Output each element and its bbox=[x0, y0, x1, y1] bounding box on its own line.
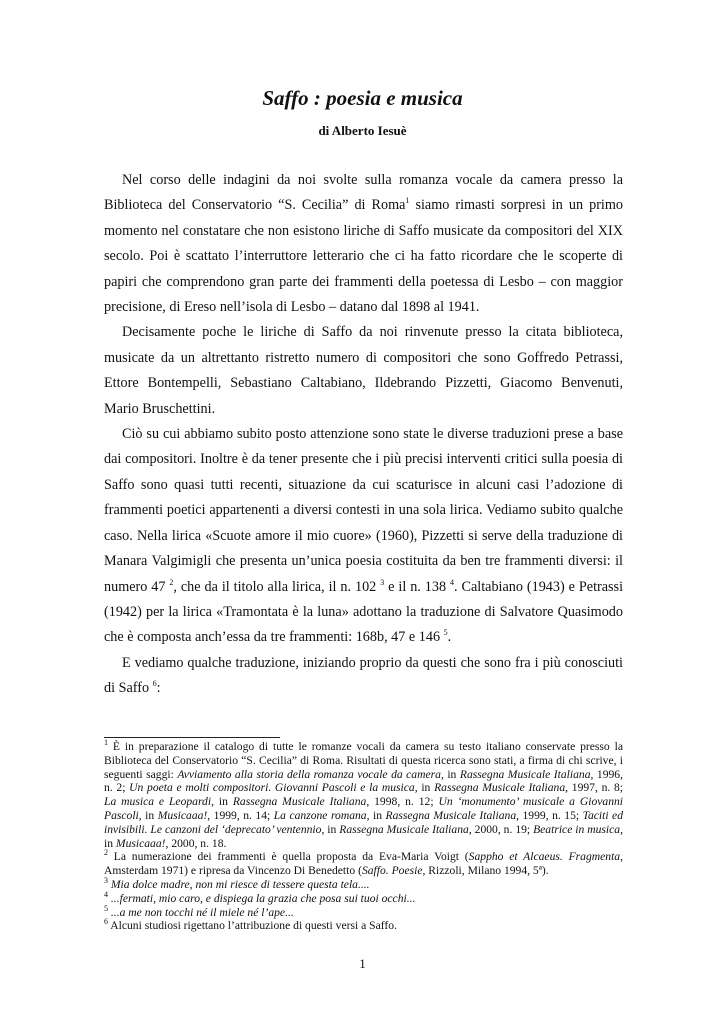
journal-title: Rassegna Musicale Italiana bbox=[459, 767, 591, 781]
footnote-1 bbox=[104, 740, 623, 850]
work-title: Un poeta e molti compositori. Giovanni Pascoli e la musica bbox=[129, 781, 415, 795]
footnote-mark: 2 bbox=[104, 848, 108, 858]
footnote-separator bbox=[104, 737, 280, 738]
footnote-text: , 1999, n. 14; bbox=[207, 808, 274, 822]
paragraph-3 bbox=[104, 422, 623, 651]
footnote-text: , in bbox=[104, 822, 624, 850]
footnote-text: , 1997, n. 8; bbox=[565, 781, 623, 795]
footnote-text: Alcuni studiosi rigettano l’attribuzione di questi versi a Saffo. bbox=[108, 919, 397, 933]
paragraph-text: E vediamo qualche traduzione, iniziando proprio da questi che sono fra i più conosciuti di Saffo bbox=[104, 654, 623, 697]
paragraph-2: Decisamente poche le liriche di Saffo da noi rinvenute presso la citata biblioteca, musicate da un altrettanto ristretto numero di compositori che sono Goffredo Petrassi, Ettore Bontempelli, Sebastiano Caltabiano, Ildebrando Pizzetti, Giacomo Benvenuti, Mario Bruschettini. bbox=[104, 324, 623, 417]
paragraph-text: Nel corso delle indagini da noi svolte sulla romanza vocale da camera presso la Biblioteca del Conservatorio “S. Cecilia” di Roma bbox=[104, 172, 623, 214]
paragraph-text: e il n. 138 bbox=[384, 578, 451, 595]
work-title: Sappho et Alcaeus. Fragmenta bbox=[468, 850, 621, 864]
article-body bbox=[104, 168, 623, 702]
journal-title: Rassegna Musicale Italiana bbox=[339, 822, 469, 836]
paragraph-text: , che da il titolo alla lirica, il n. 102 bbox=[173, 578, 381, 595]
paragraph-1 bbox=[104, 168, 623, 320]
work-title: La musica e Leopardi bbox=[104, 795, 212, 809]
footnote-text: , in bbox=[440, 767, 460, 781]
footnote-text: , 2000, n. 18. bbox=[165, 836, 227, 850]
footnote-text: ...fermati, mio caro, e dispiega la grazia che posa sui tuoi occhi... bbox=[108, 891, 416, 905]
journal-title: Rassegna Musicale Italiana bbox=[434, 781, 566, 795]
footnote-mark: 4 bbox=[104, 889, 108, 899]
paragraph-text: Ciò su cui abbiamo subito posto attenzione sono state le diverse traduzioni prese a base dai compositori. Inoltre è da tener presente che i più precisi interventi critici sulla poesia di Saffo sono quasi tutti recenti, situazione da cui scaturisce in alcuni casi l’adozione di frammenti poetici appartenenti a diversi contesti in una sola lirica. Vediamo subito qualche caso. Nella lirica «Scuote amore il mio cuore» (1960), Pizzetti si serve della traduzione di Manara Valgimigli che presenta un’unica poesia costituita da ben tre frammenti diversi: il numero 47 bbox=[104, 426, 623, 595]
footnote-ref-1[interactable]: 1 bbox=[405, 196, 410, 206]
footnote-text: , 1998, n. 12; bbox=[366, 795, 439, 809]
footnote-mark: 6 bbox=[104, 917, 108, 927]
footnote-text: , in bbox=[366, 808, 386, 822]
footnote-4 bbox=[104, 889, 623, 906]
footnote-text: , 1996, n. 2; bbox=[104, 767, 623, 795]
footnote-text: È in preparazione il catalogo di tutte le romanze vocali da camera su testo italiano conservate presso la Biblioteca del Conservatorio “S. Cecilia” di Roma. Risultati di questa ricerca sono stati, a firma di chi scrive, i seguenti saggi: bbox=[104, 740, 623, 781]
footnote-text: , in bbox=[211, 795, 233, 809]
paragraph-text: . Caltabiano (1943) e Petrassi (1942) per la lirica «Tramontata è la luna» adottano la traduzione di Salvatore Quasimodo che è composta anch’essa da tre frammenti: 168b, 47 e 146 bbox=[104, 578, 624, 646]
paragraph-text: : bbox=[156, 680, 161, 697]
footnote-2 bbox=[104, 850, 623, 878]
footnote-text: , in bbox=[321, 822, 340, 836]
journal-title: Rassegna Musicale Italiana bbox=[385, 808, 517, 822]
footnote-text: , Rizzoli, Milano 1994, 5ª). bbox=[422, 864, 549, 878]
footnote-mark: 3 bbox=[104, 875, 108, 885]
work-title: Beatrice in musica bbox=[533, 822, 621, 836]
work-title: Avviamento alla storia della romanza vocale da camera bbox=[177, 767, 441, 781]
footnote-text: La numerazione dei frammenti è quella proposta da Eva-Maria Voigt ( bbox=[108, 850, 469, 864]
footnote-text: , 1999, n. 15; bbox=[516, 808, 583, 822]
footnote-ref-6[interactable]: 6 bbox=[152, 679, 157, 689]
footnote-text: Mia dolce madre, non mi riesce di tessere questa tela.... bbox=[108, 877, 370, 891]
page-number: 1 bbox=[359, 956, 366, 971]
footnote-text: ...a me non tocchi né il miele né l’ape... bbox=[108, 905, 294, 919]
work-title: Un ‘monumento’ musicale a Giovanni Pascoli bbox=[104, 795, 624, 822]
paragraph-text: siamo rimasti sorpresi in un primo momento nel constatare che non esistono liriche di Saffo musicate da compositori del XIX secolo. Poi è scattato l’interruttore letterario che ci ha fatto ricordare che le scoperte di papiri che comprendono gran parte dei frammenti della poetessa di Lesbo – con maggior precisione, di Ereso nell’isola di Lesbo – datano dal 1898 al 1941. bbox=[104, 197, 623, 316]
footnote-text: , in bbox=[138, 808, 158, 822]
footnote-6 bbox=[104, 919, 623, 933]
footnote-mark: 1 bbox=[104, 738, 108, 747]
journal-title: Musicaaa! bbox=[157, 808, 208, 822]
footnote-ref-3[interactable]: 3 bbox=[380, 577, 385, 587]
article-author: di Alberto Iesuè bbox=[318, 123, 407, 138]
footnote-5 bbox=[104, 903, 623, 920]
journal-title: Musicaaa! bbox=[115, 836, 166, 850]
journal-title: Rassegna Musicale Italiana bbox=[232, 795, 367, 809]
footnote-text: , 2000, n. 19; bbox=[468, 822, 534, 836]
footnote-ref-5[interactable]: 5 bbox=[443, 628, 448, 638]
footnotes bbox=[104, 740, 623, 933]
footnote-3 bbox=[104, 875, 623, 892]
work-title: Saffo. Poesie bbox=[361, 864, 423, 878]
work-title: La canzone romana bbox=[273, 808, 367, 822]
paragraph-text: . bbox=[447, 629, 452, 646]
footnote-text: , Amsterdam 1971) e ripresa da Vincenzo Di Benedetto ( bbox=[104, 850, 623, 878]
footnote-text: , in bbox=[414, 781, 435, 795]
footnote-ref-2[interactable]: 2 bbox=[169, 577, 174, 587]
footnote-mark: 5 bbox=[104, 903, 108, 913]
paragraph-4 bbox=[104, 651, 623, 702]
footnote-ref-4[interactable]: 4 bbox=[450, 577, 455, 587]
article-title: Saffo : poesia e musica bbox=[262, 86, 463, 110]
work-title: Taciti ed invisibili. Le canzoni del ‘deprecato’ ventennio bbox=[104, 808, 623, 836]
